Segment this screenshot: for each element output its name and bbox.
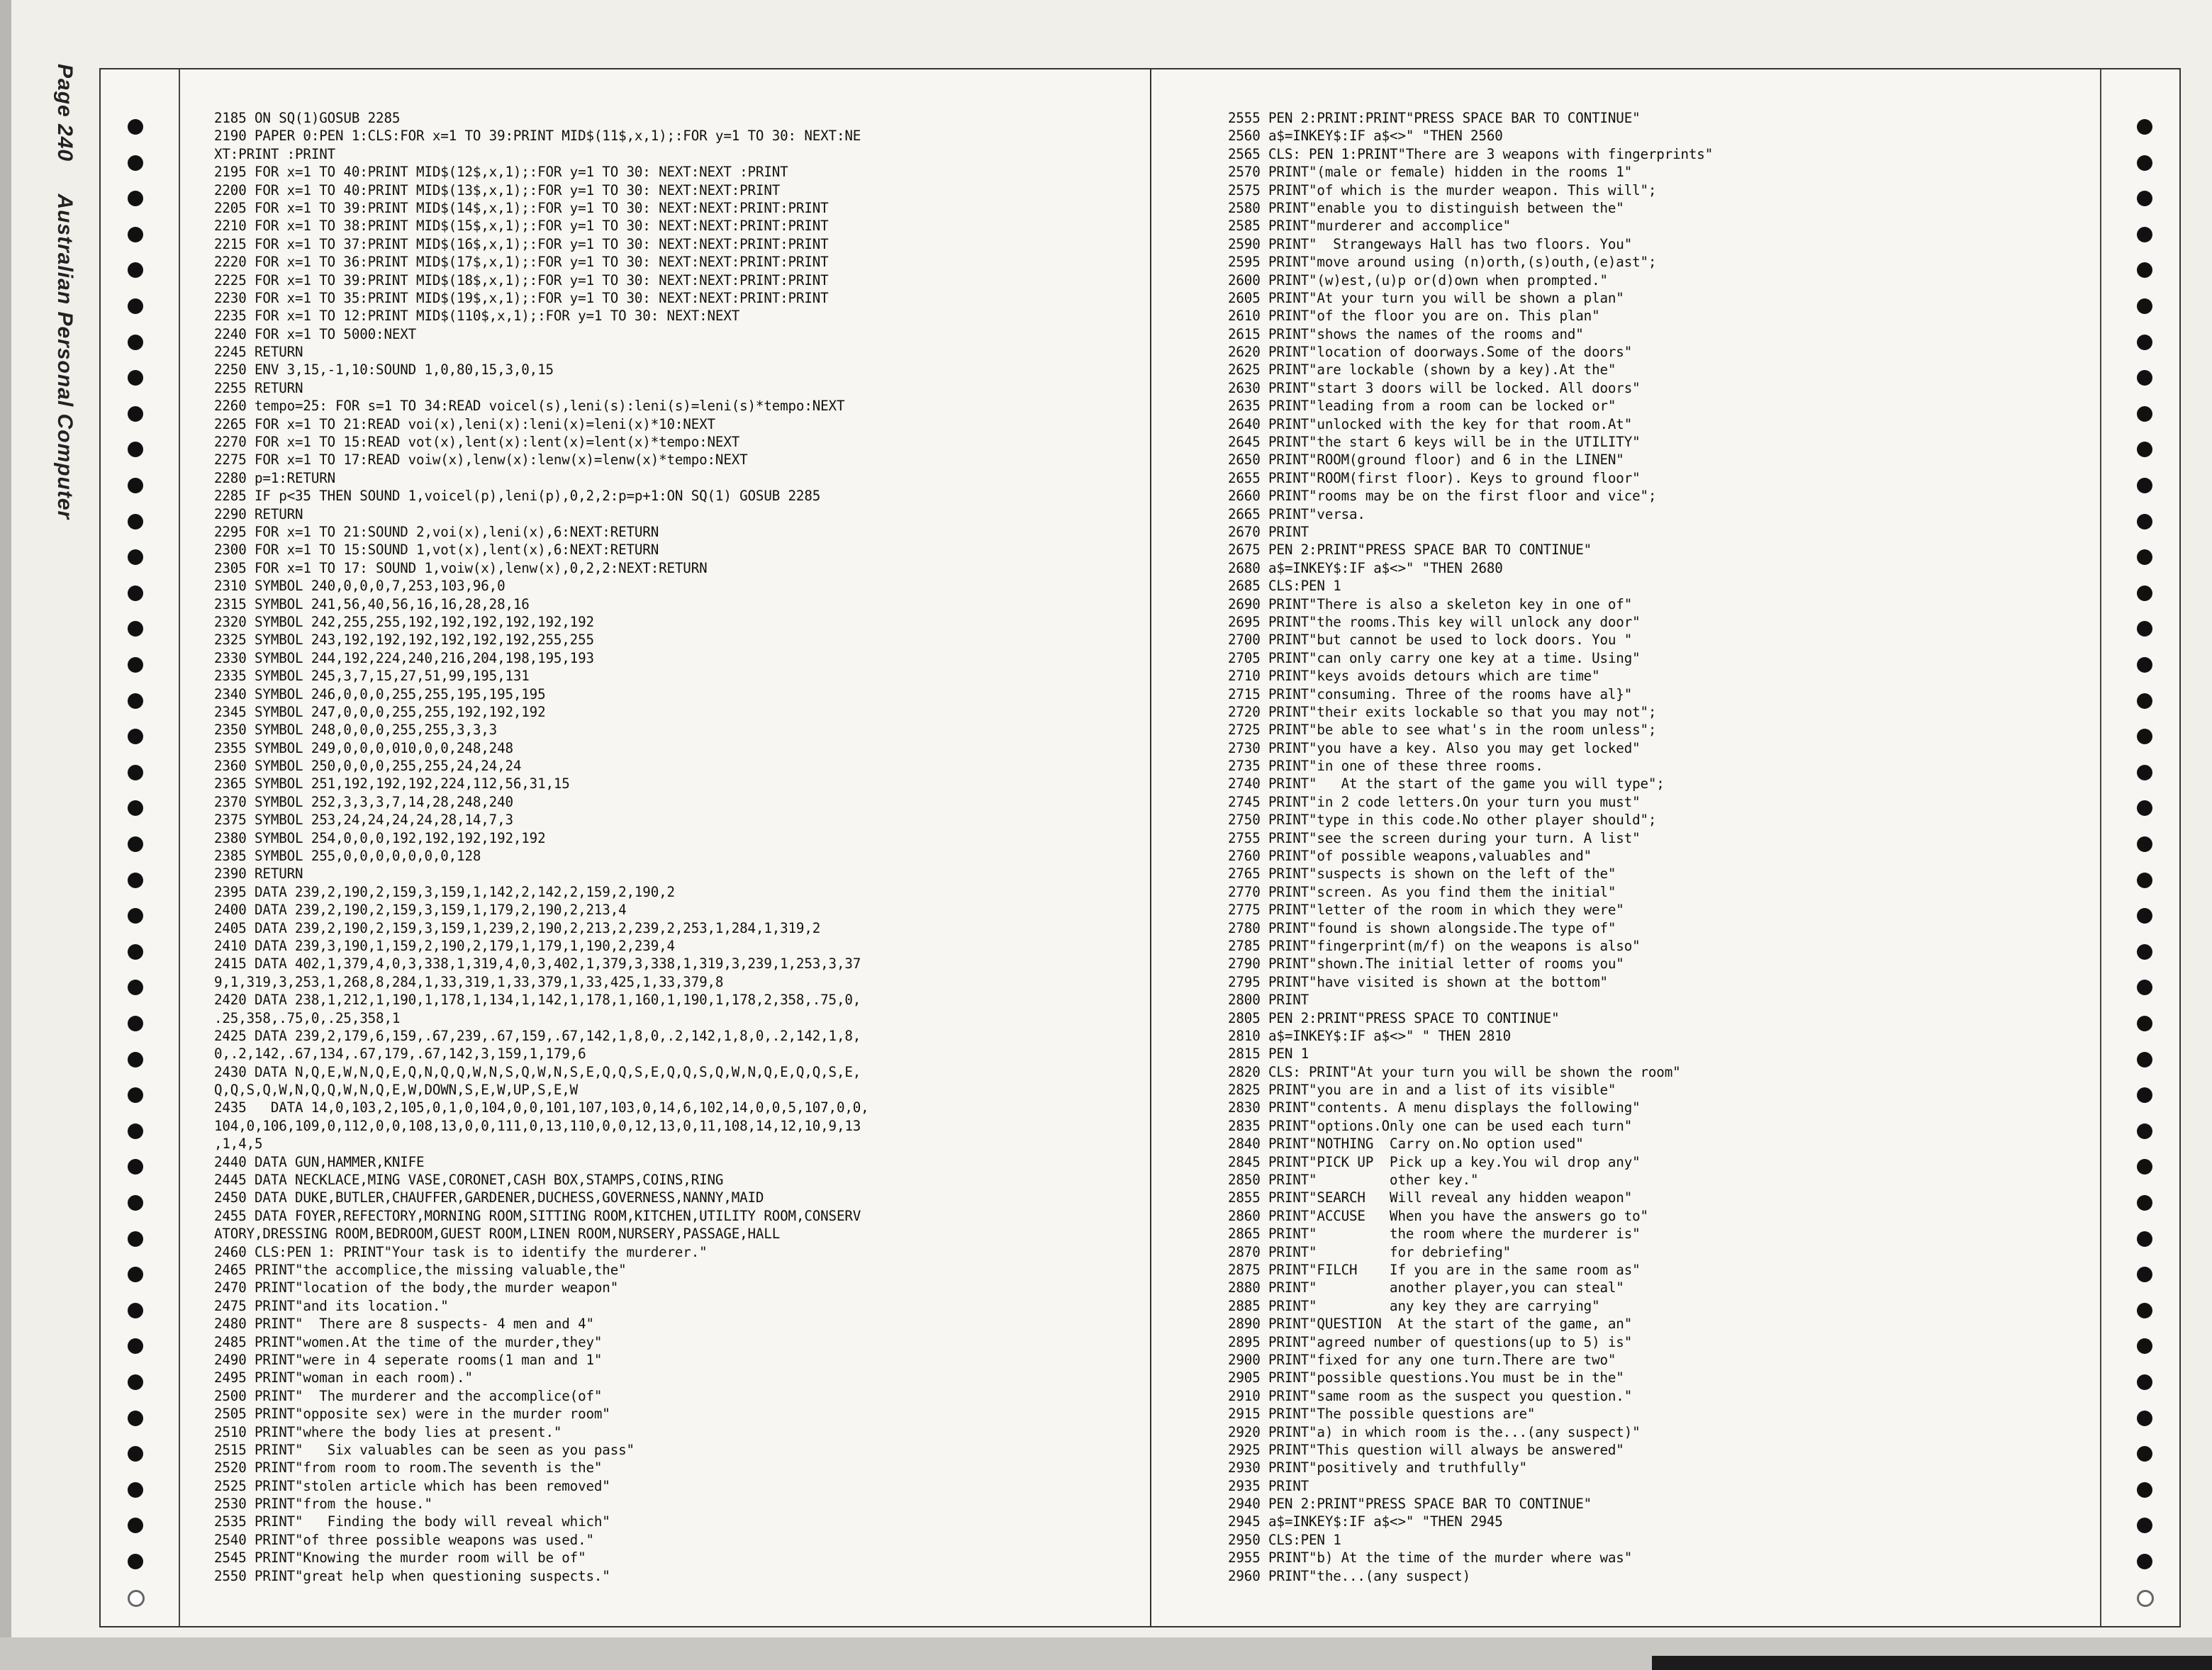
- code-line: 2440 DATA GUN,HAMMER,KNIFE: [214, 1153, 425, 1170]
- code-line: 2405 DATA 239,2,190,2,159,3,159,1,239,2,190,2,213,2,239,2,253,1,284,1,319,2: [214, 919, 821, 936]
- code-line: 2535 PRINT" Finding the body will reveal which": [214, 1513, 610, 1530]
- code-line: 2260 tempo=25: FOR s=1 TO 34:READ voicel(s),leni(s):leni(s)=leni(s)*tempo:NEXT: [214, 398, 845, 415]
- code-line: 2590 PRINT" Strangeways Hall has two floors. You": [1228, 235, 1633, 252]
- listing-left-column: [214, 109, 1136, 1585]
- sprocket-hole: [2137, 1123, 2152, 1139]
- sprocket-hole: [2137, 1411, 2152, 1426]
- code-line: 2275 FOR x=1 TO 17:READ voiw(x),lenw(x):lenw(x)=lenw(x)*tempo:NEXT: [214, 452, 748, 469]
- sprocket-hole: [128, 693, 143, 709]
- code-line: 2490 PRINT"were in 4 seperate rooms(1 man and 1": [214, 1351, 603, 1368]
- code-line: 2830 PRINT"contents. A menu displays the following": [1228, 1099, 1641, 1116]
- code-line: 2365 SYMBOL 251,192,192,192,224,112,56,31,15: [214, 775, 570, 792]
- sprocket-hole: [2137, 1016, 2152, 1031]
- code-line: 2665 PRINT"versa.: [1228, 505, 1365, 522]
- sprocket-hole: [128, 1338, 143, 1354]
- code-line: 2505 PRINT"opposite sex) were in the murder room": [214, 1406, 610, 1423]
- sprocket-hole: [2137, 1231, 2152, 1247]
- sprocket-hole: [2137, 1374, 2152, 1390]
- code-line: 2810 a$=INKEY$:IF a$<>" " THEN 2810: [1228, 1027, 1512, 1044]
- code-line: 2915 PRINT"The possible questions are": [1228, 1406, 1536, 1423]
- code-line: 2335 SYMBOL 245,3,7,15,27,51,99,195,131: [214, 668, 530, 685]
- sprocket-hole: [128, 1231, 143, 1247]
- code-line: 2695 PRINT"the rooms.This key will unlock any door": [1228, 613, 1641, 630]
- code-line: 2185 ON SQ(1)GOSUB 2285: [214, 110, 401, 126]
- code-line: 2735 PRINT"in one of these three rooms.: [1228, 758, 1543, 775]
- sprocket-hole: [128, 1374, 143, 1390]
- sprocket-hole: [128, 873, 143, 888]
- code-line: 2730 PRINT"you have a key. Also you may get locked": [1228, 739, 1641, 756]
- sprocket-hole: [128, 1303, 143, 1318]
- code-line: 2520 PRINT"from room to room.The seventh is the": [214, 1459, 603, 1476]
- code-line: 2495 PRINT"woman in each room).": [214, 1369, 473, 1386]
- code-line: ATORY,DRESSING ROOM,BEDROOM,GUEST ROOM,LINEN ROOM,NURSERY,PASSAGE,HALL: [214, 1226, 781, 1243]
- page-number: Page 240: [53, 64, 77, 162]
- sprocket-hole: [2137, 227, 2152, 242]
- sprocket-hole: [128, 442, 143, 457]
- sprocket-hole: [2137, 908, 2152, 924]
- code-line: 2530 PRINT"from the house.": [214, 1496, 432, 1513]
- code-line: 2885 PRINT" any key they are carrying": [1228, 1297, 1600, 1314]
- sprocket-hole: [2137, 442, 2152, 457]
- code-line: XT:PRINT :PRINT: [214, 145, 336, 162]
- code-line: 2355 SYMBOL 249,0,0,0,010,0,0,248,248: [214, 739, 513, 756]
- page-edge-shadow: [0, 0, 11, 1670]
- code-line: 2895 PRINT"agreed number of questions(up to 5) is": [1228, 1333, 1633, 1350]
- sprocket-hole: [2137, 1590, 2154, 1607]
- code-line: 2905 PRINT"possible questions.You must be in the": [1228, 1369, 1624, 1386]
- code-line: 2550 PRINT"great help when questioning suspects.": [214, 1567, 610, 1584]
- sprocket-hole: [128, 621, 143, 637]
- code-line: 2560 a$=INKEY$:IF a$<>" "THEN 2560: [1228, 128, 1503, 145]
- sprocket-hole: [2137, 155, 2152, 171]
- code-line: 2625 PRINT"are lockable (shown by a key).At the": [1228, 362, 1616, 379]
- sprocket-hole: [128, 478, 143, 493]
- sprocket-hole: [2137, 1338, 2152, 1354]
- listing-right-column: [1228, 109, 2079, 1585]
- code-line: 2510 PRINT"where the body lies at present.": [214, 1423, 562, 1440]
- sprocket-hole: [2137, 873, 2152, 888]
- code-line: 2715 PRINT"consuming. Three of the rooms have al}": [1228, 685, 1633, 702]
- sprocket-hole: [128, 800, 143, 816]
- sprocket-hole: [128, 836, 143, 852]
- code-line: 2375 SYMBOL 253,24,24,24,24,28,14,7,3: [214, 812, 513, 829]
- code-line: 2360 SYMBOL 250,0,0,0,255,255,24,24,24: [214, 758, 522, 775]
- code-line: 2485 PRINT"women.At the time of the murder,they": [214, 1333, 603, 1350]
- sprocket-hole: [128, 335, 143, 350]
- code-line: 0,.2,142,.67,134,.67,179,.67,142,3,159,1,179,6: [214, 1046, 586, 1063]
- code-line: 2265 FOR x=1 TO 21:READ voi(x),leni(x):leni(x)=leni(x)*10:NEXT: [214, 415, 715, 432]
- sprocket-hole: [2137, 657, 2152, 673]
- sprocket-hole: [128, 1411, 143, 1426]
- code-line: 2800 PRINT: [1228, 992, 1309, 1009]
- code-line: 2540 PRINT"of three possible weapons was used.": [214, 1531, 594, 1548]
- code-line: 2565 CLS: PEN 1:PRINT"There are 3 weapons with fingerprints": [1228, 145, 1714, 162]
- sprocket-hole: [2137, 514, 2152, 529]
- code-line: 2325 SYMBOL 243,192,192,192,192,192,192,255,255: [214, 632, 594, 649]
- code-line: 2580 PRINT"enable you to distinguish between the": [1228, 199, 1624, 216]
- code-line: 2770 PRINT"screen. As you find them the initial": [1228, 883, 1616, 900]
- sprocket-hole: [2137, 1518, 2152, 1533]
- left-tractor-strip: [101, 69, 180, 1626]
- code-line: 2270 FOR x=1 TO 15:READ vot(x),lent(x):lent(x)=lent(x)*tempo:NEXT: [214, 434, 740, 451]
- sprocket-hole: [128, 227, 143, 242]
- sprocket-hole: [2137, 119, 2152, 135]
- code-line: 2585 PRINT"murderer and accomplice": [1228, 218, 1512, 235]
- code-line: 2385 SYMBOL 255,0,0,0,0,0,0,0,128: [214, 848, 481, 865]
- code-line: 2225 FOR x=1 TO 39:PRINT MID$(18$,x,1);:FOR y=1 TO 30: NEXT:NEXT:PRINT:PRINT: [214, 271, 829, 288]
- code-line: 2755 PRINT"see the screen during your turn. A list": [1228, 829, 1641, 846]
- sprocket-hole: [2137, 298, 2152, 314]
- sprocket-hole: [128, 262, 143, 278]
- code-line: 2630 PRINT"start 3 doors will be locked. All doors": [1228, 379, 1641, 396]
- code-line: 2480 PRINT" There are 8 suspects- 4 men and 4": [214, 1316, 594, 1333]
- code-line: 2785 PRINT"fingerprint(m/f) on the weapons is also": [1228, 937, 1641, 954]
- sprocket-hole: [2137, 406, 2152, 422]
- code-line: 2545 PRINT"Knowing the murder room will be of": [214, 1549, 586, 1567]
- sprocket-hole: [2137, 980, 2152, 995]
- code-line: 2330 SYMBOL 244,192,224,240,216,204,198,195,193: [214, 649, 594, 666]
- code-line: 2680 a$=INKEY$:IF a$<>" "THEN 2680: [1228, 559, 1503, 576]
- sprocket-hole: [2137, 1052, 2152, 1067]
- code-line: 2285 IF p<35 THEN SOUND 1,voicel(p),leni(p),0,2,2:p=p+1:ON SQ(1) GOSUB 2285: [214, 488, 821, 505]
- code-line: 2875 PRINT"FILCH If you are in the same room as": [1228, 1262, 1641, 1278]
- sprocket-hole: [2137, 262, 2152, 278]
- code-line: 2845 PRINT"PICK UP Pick up a key.You wil drop any": [1228, 1153, 1641, 1170]
- code-line: 2455 DATA FOYER,REFECTORY,MORNING ROOM,SITTING ROOM,KITCHEN,UTILITY ROOM,CONSERV: [214, 1207, 861, 1224]
- code-line: Q,Q,S,Q,W,N,Q,Q,W,N,Q,E,W,DOWN,S,E,W,UP,S,E,W: [214, 1082, 579, 1099]
- sprocket-hole: [2137, 1087, 2152, 1103]
- sprocket-hole: [2137, 621, 2152, 637]
- code-line: 2670 PRINT: [1228, 523, 1309, 540]
- code-line: 2415 DATA 402,1,379,4,0,3,338,1,319,4,0,3,402,1,379,3,338,1,319,3,239,1,253,3,37: [214, 956, 861, 973]
- sprocket-hole: [2137, 1267, 2152, 1282]
- code-line: 9,1,319,3,253,1,268,8,284,1,33,319,1,33,379,1,33,425,1,33,379,8: [214, 973, 724, 990]
- code-line: 2345 SYMBOL 247,0,0,0,255,255,192,192,192: [214, 703, 546, 720]
- sprocket-hole: [128, 1195, 143, 1211]
- code-line: 2425 DATA 239,2,179,6,159,.67,239,.67,159,.67,142,1,8,0,.2,142,1,8,0,.2,142,1,8,: [214, 1027, 861, 1044]
- code-line: 2795 PRINT"have visited is shown at the bottom": [1228, 973, 1608, 990]
- sprocket-hole: [128, 1016, 143, 1031]
- code-line: 2605 PRINT"At your turn you will be shown a plan": [1228, 289, 1624, 306]
- sprocket-hole: [2137, 765, 2152, 780]
- sprocket-hole: [2137, 191, 2152, 206]
- code-line: 2900 PRINT"fixed for any one turn.There are two": [1228, 1351, 1616, 1368]
- code-line: 2780 PRINT"found is shown alongside.The type of": [1228, 919, 1616, 936]
- code-line: 2820 CLS: PRINT"At your turn you will be shown the room": [1228, 1063, 1681, 1080]
- sprocket-hole: [128, 1446, 143, 1462]
- code-line: 2430 DATA N,Q,E,W,N,Q,E,Q,N,Q,Q,W,N,S,Q,W,N,S,E,Q,Q,S,E,Q,Q,S,Q,W,N,Q,E,Q,Q,S,E,: [214, 1063, 861, 1080]
- code-line: 2350 SYMBOL 248,0,0,0,255,255,3,3,3: [214, 722, 498, 739]
- code-line: 2400 DATA 239,2,190,2,159,3,159,1,179,2,190,2,213,4: [214, 902, 627, 919]
- right-tractor-strip: [2100, 69, 2179, 1626]
- code-line: 2750 PRINT"type in this code.No other player should";: [1228, 812, 1657, 829]
- code-line: 2880 PRINT" another player,you can steal": [1228, 1279, 1624, 1296]
- code-line: 2555 PEN 2:PRINT:PRINT"PRESS SPACE BAR TO CONTINUE": [1228, 110, 1641, 126]
- sprocket-hole: [128, 155, 143, 171]
- code-line: 2475 PRINT"and its location.": [214, 1297, 449, 1314]
- code-line: 2805 PEN 2:PRINT"PRESS SPACE TO CONTINUE": [1228, 1009, 1560, 1026]
- code-line: 2390 RETURN: [214, 865, 303, 882]
- code-line: 2575 PRINT"of which is the murder weapon. This will";: [1228, 181, 1657, 198]
- code-line: 2380 SYMBOL 254,0,0,0,192,192,192,192,192: [214, 829, 546, 846]
- code-line: 2280 p=1:RETURN: [214, 469, 336, 486]
- code-line: 2945 a$=INKEY$:IF a$<>" "THEN 2945: [1228, 1513, 1503, 1530]
- code-line: 2815 PEN 1: [1228, 1046, 1309, 1063]
- sprocket-hole: [128, 1123, 143, 1139]
- code-line: 2195 FOR x=1 TO 40:PRINT MID$(12$,x,1);:FOR y=1 TO 30: NEXT:NEXT :PRINT: [214, 164, 788, 181]
- sprocket-hole: [2137, 800, 2152, 816]
- code-line: 2200 FOR x=1 TO 40:PRINT MID$(13$,x,1);:FOR y=1 TO 30: NEXT:NEXT:PRINT: [214, 181, 781, 198]
- code-line: 2515 PRINT" Six valuables can be seen as you pass": [214, 1441, 635, 1458]
- sprocket-hole: [2137, 1482, 2152, 1498]
- code-line: 2720 PRINT"their exits lockable so that you may not";: [1228, 703, 1657, 720]
- code-line: 2865 PRINT" the room where the murderer is": [1228, 1226, 1641, 1243]
- code-line: 2675 PEN 2:PRINT"PRESS SPACE BAR TO CONTINUE": [1228, 542, 1592, 559]
- code-line: 2635 PRINT"leading from a room can be locked or": [1228, 398, 1616, 415]
- code-line: 2860 PRINT"ACCUSE When you have the answers go to": [1228, 1207, 1648, 1224]
- sprocket-hole: [128, 370, 143, 386]
- sprocket-hole: [128, 119, 143, 135]
- sprocket-hole: [128, 514, 143, 529]
- code-line: 2500 PRINT" The murderer and the accomplice(of": [214, 1387, 603, 1404]
- magazine-title: Australian Personal Computer: [53, 194, 77, 520]
- code-line: 2205 FOR x=1 TO 39:PRINT MID$(14$,x,1);:FOR y=1 TO 30: NEXT:NEXT:PRINT:PRINT: [214, 199, 829, 216]
- sprocket-hole: [128, 1087, 143, 1103]
- sprocket-hole: [128, 1267, 143, 1282]
- sprocket-hole: [128, 298, 143, 314]
- code-line: 2710 PRINT"keys avoids detours which are time": [1228, 668, 1600, 685]
- code-line: 2660 PRINT"rooms may be on the first floor and vice";: [1228, 488, 1657, 505]
- code-line: 2725 PRINT"be able to see what's in the room unless";: [1228, 722, 1657, 739]
- code-line: 104,0,106,109,0,112,0,0,108,13,0,0,111,0,13,110,0,0,12,13,0,11,108,14,12,10,9,13: [214, 1117, 861, 1134]
- sprocket-hole: [2137, 370, 2152, 386]
- running-head: [13, 64, 77, 560]
- code-line: 2525 PRINT"stolen article which has been removed": [214, 1477, 610, 1494]
- code-line: 2925 PRINT"This question will always be answered": [1228, 1441, 1624, 1458]
- code-line: 2295 FOR x=1 TO 21:SOUND 2,voi(x),leni(x),6:NEXT:RETURN: [214, 523, 659, 540]
- code-line: 2690 PRINT"There is also a skeleton key in one of": [1228, 595, 1633, 612]
- code-line: 2420 DATA 238,1,212,1,190,1,178,1,134,1,142,1,178,1,160,1,190,1,178,2,358,.75,0,: [214, 992, 861, 1009]
- code-line: 2940 PEN 2:PRINT"PRESS SPACE BAR TO CONTINUE": [1228, 1496, 1592, 1513]
- code-line: 2445 DATA NECKLACE,MING VASE,CORONET,CASH BOX,STAMPS,COINS,RING: [214, 1172, 724, 1189]
- sprocket-hole: [2137, 1446, 2152, 1462]
- code-line: 2230 FOR x=1 TO 35:PRINT MID$(19$,x,1);:FOR y=1 TO 30: NEXT:NEXT:PRINT:PRINT: [214, 289, 829, 306]
- sprocket-hole: [128, 191, 143, 206]
- code-line: 2775 PRINT"letter of the room in which they were": [1228, 902, 1624, 919]
- code-line: 2870 PRINT" for debriefing": [1228, 1243, 1512, 1260]
- code-line: 2645 PRINT"the start 6 keys will be in the UTILITY": [1228, 434, 1641, 451]
- code-line: 2650 PRINT"ROOM(ground floor) and 6 in the LINEN": [1228, 452, 1624, 469]
- code-line: 2950 CLS:PEN 1: [1228, 1531, 1341, 1548]
- code-line: 2315 SYMBOL 241,56,40,56,16,16,28,28,16: [214, 595, 530, 612]
- code-line: 2790 PRINT"shown.The initial letter of rooms you": [1228, 956, 1624, 973]
- sprocket-hole: [2137, 1303, 2152, 1318]
- code-line: 2305 FOR x=1 TO 17: SOUND 1,voiw(x),lenw(x),0,2,2:NEXT:RETURN: [214, 559, 708, 576]
- sprocket-hole: [2137, 729, 2152, 744]
- code-line: 2595 PRINT"move around using (n)orth,(s)outh,(e)ast";: [1228, 254, 1657, 271]
- code-line: 2210 FOR x=1 TO 38:PRINT MID$(15$,x,1);:FOR y=1 TO 30: NEXT:NEXT:PRINT:PRINT: [214, 218, 829, 235]
- code-line: 2840 PRINT"NOTHING Carry on.No option used": [1228, 1136, 1584, 1153]
- sprocket-hole: [128, 657, 143, 673]
- code-line: 2300 FOR x=1 TO 15:SOUND 1,vot(x),lent(x),6:NEXT:RETURN: [214, 542, 659, 559]
- code-line: 2610 PRINT"of the floor you are on. This plan": [1228, 308, 1600, 325]
- code-line: 2825 PRINT"you are in and a list of its visible": [1228, 1082, 1616, 1099]
- code-line: 2640 PRINT"unlocked with the key for that room.At": [1228, 415, 1633, 432]
- sprocket-hole: [128, 980, 143, 995]
- sprocket-hole: [2137, 1554, 2152, 1569]
- code-line: 2290 RETURN: [214, 505, 303, 522]
- code-line: 2450 DATA DUKE,BUTLER,CHAUFFER,GARDENER,DUCHESS,GOVERNESS,NANNY,MAID: [214, 1189, 764, 1206]
- code-line: 2855 PRINT"SEARCH Will reveal any hidden weapon": [1228, 1189, 1633, 1206]
- code-line: 2615 PRINT"shows the names of the rooms and": [1228, 325, 1584, 342]
- code-line: 2935 PRINT: [1228, 1477, 1309, 1494]
- code-line: 2340 SYMBOL 246,0,0,0,255,255,195,195,195: [214, 685, 546, 702]
- code-line: 2890 PRINT"QUESTION At the start of the game, an": [1228, 1316, 1633, 1333]
- sprocket-hole: [128, 1159, 143, 1175]
- code-line: 2570 PRINT"(male or female) hidden in the rooms 1": [1228, 164, 1633, 181]
- code-line: 2310 SYMBOL 240,0,0,0,7,253,103,96,0: [214, 578, 505, 595]
- sprocket-hole: [128, 1482, 143, 1498]
- code-line: 2240 FOR x=1 TO 5000:NEXT: [214, 325, 417, 342]
- sprocket-hole: [128, 1590, 145, 1607]
- code-line: 2255 RETURN: [214, 379, 303, 396]
- code-line: 2460 CLS:PEN 1: PRINT"Your task is to identify the murderer.": [214, 1243, 708, 1260]
- code-line: 2220 FOR x=1 TO 36:PRINT MID$(17$,x,1);:FOR y=1 TO 30: NEXT:NEXT:PRINT:PRINT: [214, 254, 829, 271]
- code-line: 2250 ENV 3,15,-1,10:SOUND 1,0,80,15,3,0,15: [214, 362, 554, 379]
- code-line: 2740 PRINT" At the start of the game you will type";: [1228, 775, 1665, 792]
- code-line: 2700 PRINT"but cannot be used to lock doors. You ": [1228, 632, 1633, 649]
- sprocket-hole: [2137, 478, 2152, 493]
- sprocket-hole: [128, 1518, 143, 1533]
- code-line: 2410 DATA 239,3,190,1,159,2,190,2,179,1,179,1,190,2,239,4: [214, 937, 675, 954]
- code-line: 2465 PRINT"the accomplice,the missing valuable,the": [214, 1262, 627, 1278]
- program-printout: [99, 68, 2181, 1627]
- sprocket-hole: [128, 765, 143, 780]
- column-divider: [1150, 69, 1151, 1626]
- code-line: 2765 PRINT"suspects is shown on the left of the": [1228, 865, 1616, 882]
- code-line: 2190 PAPER 0:PEN 1:CLS:FOR x=1 TO 39:PRINT MID$(11$,x,1);:FOR y=1 TO 30: NEXT:NE: [214, 128, 861, 145]
- code-line: 2685 CLS:PEN 1: [1228, 578, 1341, 595]
- code-line: 2435 DATA 14,0,103,2,105,0,1,0,104,0,0,101,107,103,0,14,6,102,14,0,0,5,107,0,0,: [214, 1099, 869, 1116]
- sprocket-hole: [2137, 693, 2152, 709]
- code-line: 2655 PRINT"ROOM(first floor). Keys to ground floor": [1228, 469, 1641, 486]
- code-line: 2395 DATA 239,2,190,2,159,3,159,1,142,2,142,2,159,2,190,2: [214, 883, 675, 900]
- sprocket-hole: [128, 908, 143, 924]
- code-line: 2955 PRINT"b) At the time of the murder where was": [1228, 1549, 1633, 1567]
- sprocket-hole: [2137, 944, 2152, 960]
- sprocket-hole: [128, 944, 143, 960]
- sprocket-hole: [2137, 1195, 2152, 1211]
- code-line: 2470 PRINT"location of the body,the murder weapon": [214, 1279, 619, 1296]
- code-line: 2235 FOR x=1 TO 12:PRINT MID$(110$,x,1);:FOR y=1 TO 30: NEXT:NEXT: [214, 308, 740, 325]
- code-line: 2320 SYMBOL 242,255,255,192,192,192,192,192,192: [214, 613, 594, 630]
- code-line: .25,358,.75,0,.25,358,1: [214, 1009, 401, 1026]
- sprocket-hole: [128, 585, 143, 601]
- sprocket-hole: [2137, 836, 2152, 852]
- code-line: 2920 PRINT"a) in which room is the...(any suspect)": [1228, 1423, 1641, 1440]
- sprocket-hole: [128, 406, 143, 422]
- code-line: 2930 PRINT"positively and truthfully": [1228, 1459, 1527, 1476]
- code-line: 2705 PRINT"can only carry one key at a time. Using": [1228, 649, 1641, 666]
- sprocket-hole: [2137, 1159, 2152, 1175]
- sprocket-hole: [128, 1554, 143, 1569]
- code-line: 2745 PRINT"in 2 code letters.On your turn you must": [1228, 793, 1641, 810]
- code-line: 2370 SYMBOL 252,3,3,3,7,14,28,248,240: [214, 793, 513, 810]
- code-line: 2620 PRINT"location of doorways.Some of the doors": [1228, 344, 1633, 361]
- code-line: 2760 PRINT"of possible weapons,valuables and": [1228, 848, 1592, 865]
- code-line: 2850 PRINT" other key.": [1228, 1172, 1479, 1189]
- code-line: 2600 PRINT"(w)est,(u)p or(d)own when prompted.": [1228, 271, 1608, 288]
- sprocket-hole: [128, 1052, 143, 1067]
- code-line: 2835 PRINT"options.Only one can be used each turn": [1228, 1117, 1633, 1134]
- code-line: ,1,4,5: [214, 1136, 263, 1153]
- code-line: 2960 PRINT"the...(any suspect): [1228, 1567, 1471, 1584]
- code-line: 2215 FOR x=1 TO 37:PRINT MID$(16$,x,1);:FOR y=1 TO 30: NEXT:NEXT:PRINT:PRINT: [214, 235, 829, 252]
- sprocket-hole: [2137, 335, 2152, 350]
- sprocket-hole: [2137, 549, 2152, 565]
- code-line: 2245 RETURN: [214, 344, 303, 361]
- sprocket-hole: [2137, 585, 2152, 601]
- code-line: 2910 PRINT"same room as the suspect you question.": [1228, 1387, 1633, 1404]
- sprocket-hole: [128, 729, 143, 744]
- next-page-edge: [1652, 1656, 2212, 1670]
- sprocket-hole: [128, 549, 143, 565]
